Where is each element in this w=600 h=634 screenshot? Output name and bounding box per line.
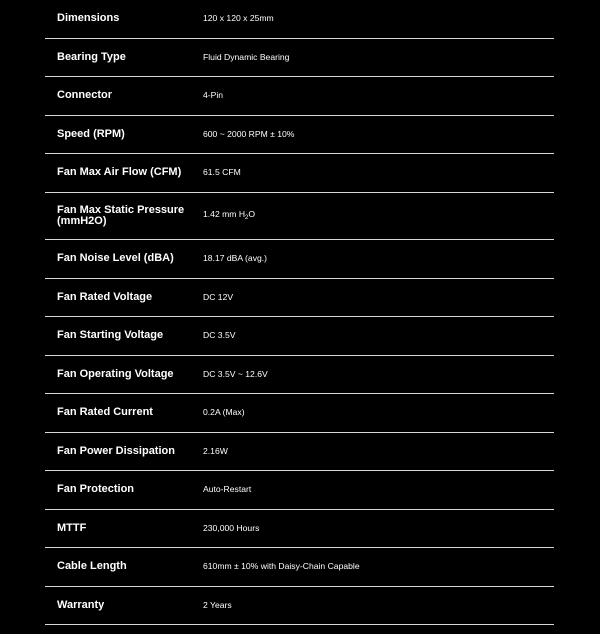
spec-row-warranty <box>45 587 554 626</box>
spec-row-protection <box>45 471 554 510</box>
spec-value-tail: O <box>248 209 256 220</box>
spec-row-static-pressure <box>45 193 554 241</box>
spec-row-air-flow <box>45 154 554 193</box>
spec-row-power-dissipation <box>45 433 554 472</box>
spec-label: Fan Noise Level (dBA) <box>57 252 174 265</box>
spec-label: Fan Protection <box>57 483 135 496</box>
spec-value: DC 12V <box>203 291 234 302</box>
spec-row-bearing-type <box>45 39 554 78</box>
spec-value: DC 3.5V <box>203 330 236 341</box>
spec-label: Connector <box>57 89 112 102</box>
spec-label: Bearing Type <box>57 50 126 63</box>
spec-row-mttf <box>45 510 554 549</box>
spec-value: 61.5 CFM <box>203 167 241 178</box>
spec-value: 2 Years <box>203 599 232 610</box>
spec-label: Fan Power Dissipation <box>57 444 175 457</box>
spec-value: 18.17 dBA (avg.) <box>203 253 268 264</box>
spec-value: 230,000 Hours <box>203 522 260 533</box>
spec-label: Fan Rated Voltage <box>57 290 153 303</box>
spec-label: Fan Rated Current <box>57 406 153 419</box>
spec-row-starting-voltage <box>45 317 554 356</box>
spec-label: Speed (RPM) <box>57 127 125 140</box>
spec-value: 4-Pin <box>203 90 224 101</box>
spec-value: 0.2A (Max) <box>203 407 245 418</box>
spec-value-main: 1.42 mm H <box>203 209 246 220</box>
spec-row-cable-length <box>45 548 554 587</box>
spec-row-rated-current <box>45 394 554 433</box>
spec-label: MTTF <box>57 521 87 534</box>
spec-value <box>203 209 554 222</box>
spec-row-rated-voltage <box>45 279 554 318</box>
spec-label: Dimensions <box>57 12 120 25</box>
spec-value: Fluid Dynamic Bearing <box>203 51 290 62</box>
spec-value-subscript: 2 <box>245 215 249 222</box>
spec-table <box>45 0 554 625</box>
spec-row-dimensions <box>45 0 554 39</box>
spec-label: Cable Length <box>57 560 127 573</box>
spec-value: 120 x 120 x 25mm <box>203 13 274 24</box>
spec-value: Auto-Restart <box>203 484 252 495</box>
spec-row-connector <box>45 77 554 116</box>
spec-label: Fan Starting Voltage <box>57 329 164 342</box>
spec-label: Warranty <box>57 598 105 611</box>
spec-row-noise-level <box>45 240 554 279</box>
spec-value: 610mm ± 10% with Daisy-Chain Capable <box>203 561 360 572</box>
spec-value: 2.16W <box>203 445 228 456</box>
spec-label: Fan Max Static Pressure (mmH2O) <box>57 203 185 227</box>
spec-value: 600 ~ 2000 RPM ± 10% <box>203 128 295 139</box>
spec-label: Fan Operating Voltage <box>57 367 174 380</box>
spec-label: Fan Max Air Flow (CFM) <box>57 166 182 179</box>
spec-row-operating-voltage <box>45 356 554 395</box>
spec-row-speed <box>45 116 554 155</box>
spec-value: DC 3.5V ~ 12.6V <box>203 368 268 379</box>
